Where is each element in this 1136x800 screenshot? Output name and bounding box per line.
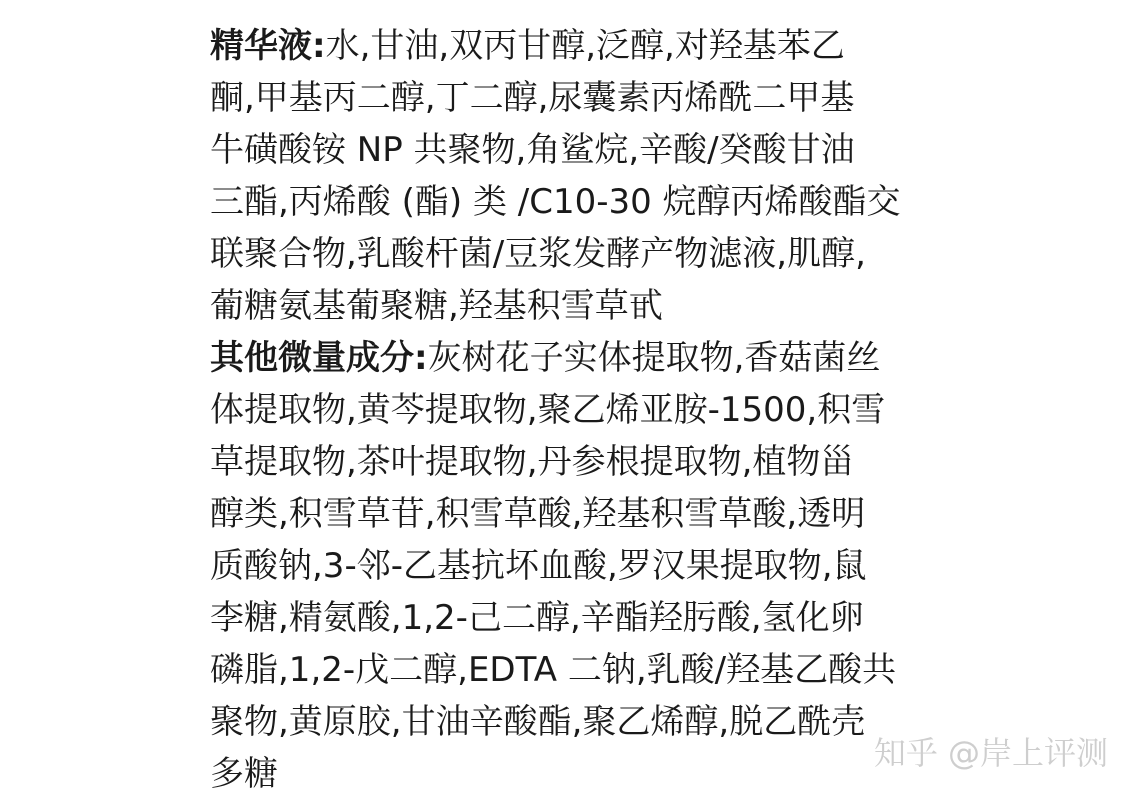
watermark: 知乎 @岸上评测	[873, 734, 1108, 772]
section2-label: 其他微量成分:	[210, 338, 428, 378]
section2-line-8: 聚物,黄原胶,甘油辛酸酯,聚乙烯醇,脱乙酰壳	[210, 702, 866, 742]
section2-line-5: 质酸钠,3-邻-乙基抗坏血酸,罗汉果提取物,鼠	[210, 546, 867, 586]
section1-line-4: 三酯,丙烯酸 (酯) 类 /C10-30 烷醇丙烯酸酯交	[210, 182, 901, 222]
section1-line-5: 联聚合物,乳酸杆菌/豆浆发酵产物滤液,肌醇,	[210, 234, 866, 274]
ingredient-list	[210, 20, 930, 800]
section1-line-3: 牛磺酸铵 NP 共聚物,角鲨烷,辛酸/癸酸甘油	[210, 130, 855, 170]
section1-line-1	[210, 20, 930, 72]
section2-line-7: 磷脂,1,2-戊二醇,EDTA 二钠,乳酸/羟基乙酸共	[210, 650, 897, 690]
section1-line-6: 葡糖氨基葡聚糖,羟基积雪草甙	[210, 286, 663, 326]
section2-line-3: 草提取物,茶叶提取物,丹参根提取物,植物甾	[210, 442, 855, 482]
section1-label: 精华液:	[210, 26, 326, 66]
section2-text: 灰树花子实体提取物,香菇菌丝	[427, 338, 881, 378]
section2-line-4: 醇类,积雪草苷,积雪草酸,羟基积雪草酸,透明	[210, 494, 866, 534]
section1-text: 水,甘油,双丙甘醇,泛醇,对羟基苯乙	[325, 26, 845, 66]
section2-line-9: 多糖	[210, 754, 278, 794]
section2-line-1	[210, 332, 930, 384]
section1-line-2: 酮,甲基丙二醇,丁二醇,尿囊素丙烯酰二甲基	[210, 78, 855, 118]
section2-line-2: 体提取物,黄芩提取物,聚乙烯亚胺-1500,积雪	[210, 390, 886, 430]
section2-line-6: 李糖,精氨酸,1,2-己二醇,辛酯羟肟酸,氢化卵	[210, 598, 864, 638]
